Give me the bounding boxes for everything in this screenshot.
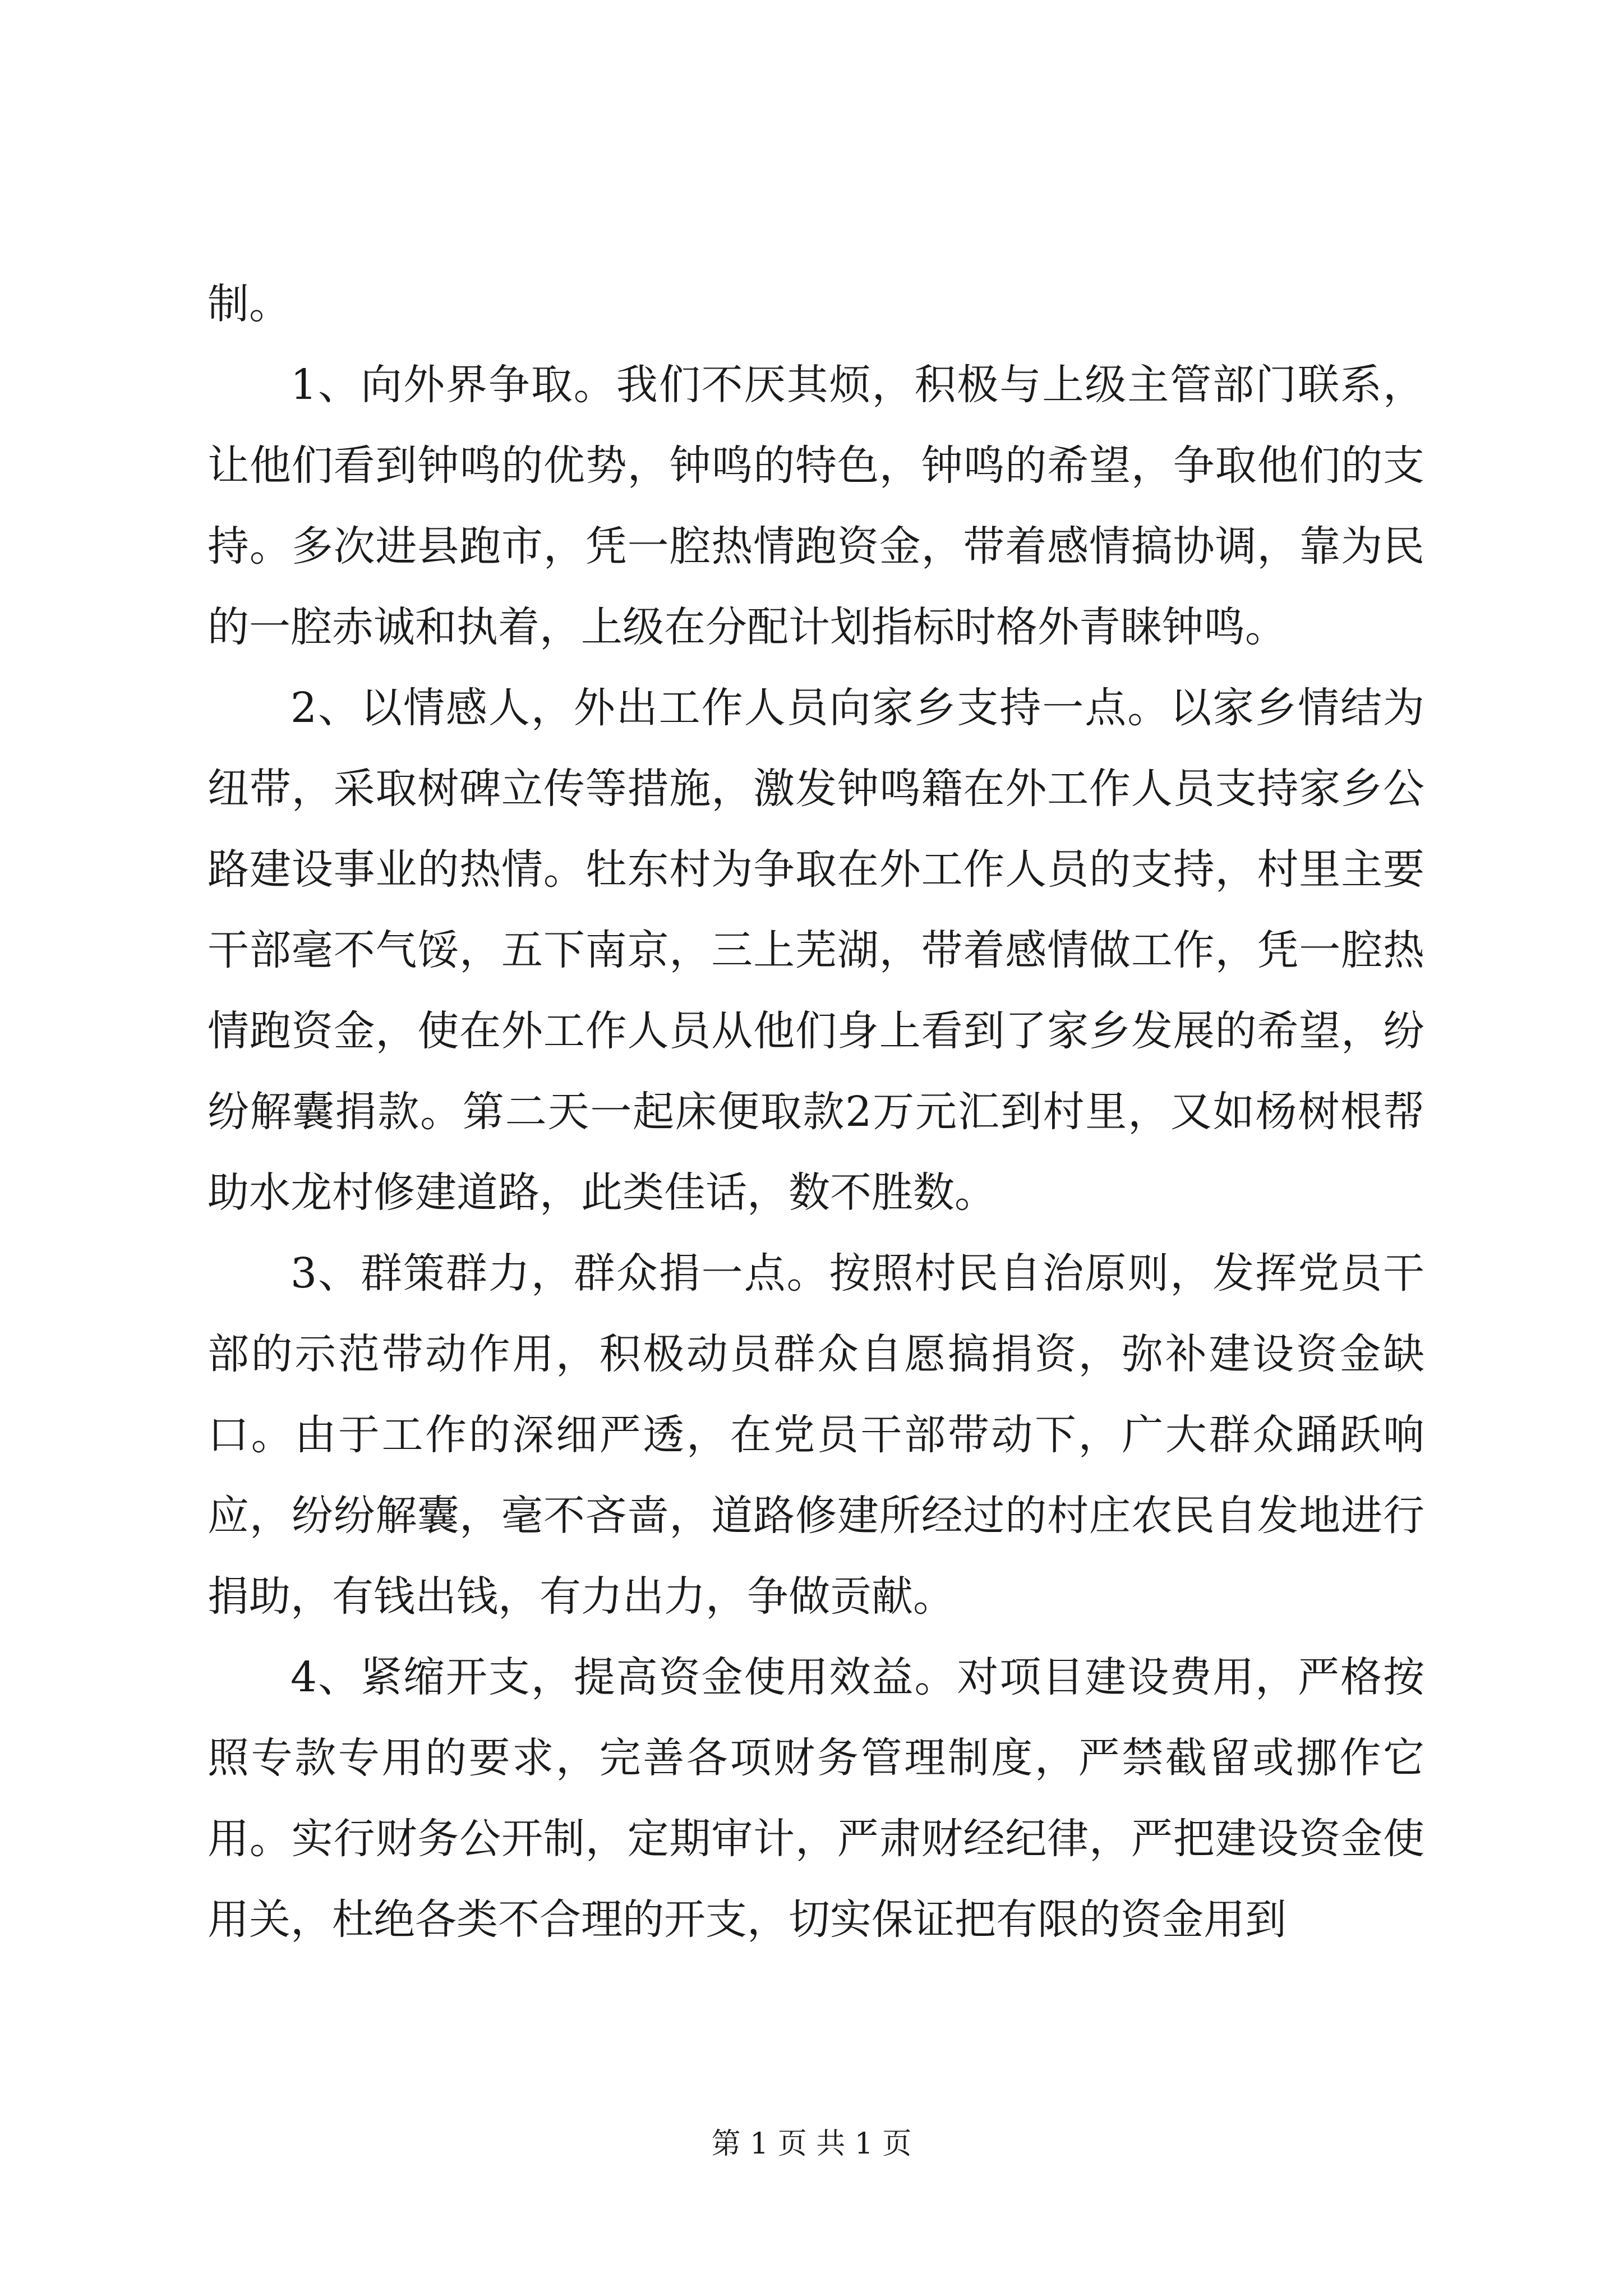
- paragraph-item-3: 3、群策群力，群众捐一点。按照村民自治原则，发挥党员干部的示范带动作用，积极动员群众自愿搞捐资，弥补建设资金缺口。由于工作的深细严透，在党员干部带动下，广大群众踊跃响应，纷纷解囊，毫不吝啬，道路修建所经过的村庄农民自发地进行捐助，有钱出钱，有力出力，争做贡献。: [208, 1249, 1424, 1621]
- paragraph-item-4: 4、紧缩开支，提高资金使用效益。对项目建设费用，严格按照专款专用的要求，完善各项财务管理制度，严禁截留或挪作它用。实行财务公开制，定期审计，严肃财经纪律，严把建设资金使用关，杜绝各类不合理的开支，切实保证把有限的资金用到: [208, 1653, 1424, 1944]
- paragraph-continuation: 制。: [208, 280, 291, 328]
- paragraph-item-2: 2、以情感人，外出工作人员向家乡支持一点。以家乡情结为纽带，采取树碑立传等措施，激发钟鸣籍在外工作人员支持家乡公路建设事业的热情。牡东村为争取在外工作人员的支持，村里主要干部毫不气馁，五下南京，三上芜湖，带着感情做工作，凭一腔热情跑资金，使在外工作人员从他们身上看到了家乡发展的希望，纷纷解囊捐款。第二天一起床便取款2万元汇到村里，又如杨树根帮助水龙村修建道路，此类佳话，数不胜数。: [208, 684, 1424, 1217]
- page-number-label: 第 1 页 共 1 页: [711, 2127, 912, 2161]
- document-body: [208, 264, 1424, 1960]
- paragraph-item-1: 1、向外界争取。我们不厌其烦，积极与上级主管部门联系，让他们看到钟鸣的优势，钟鸣的特色，钟鸣的希望，争取他们的支持。多次进县跑市，凭一腔热情跑资金，带着感情搞协调，靠为民的一腔赤诚和执着，上级在分配计划指标时格外青睐钟鸣。: [208, 361, 1424, 651]
- page-footer: [0, 2126, 1623, 2162]
